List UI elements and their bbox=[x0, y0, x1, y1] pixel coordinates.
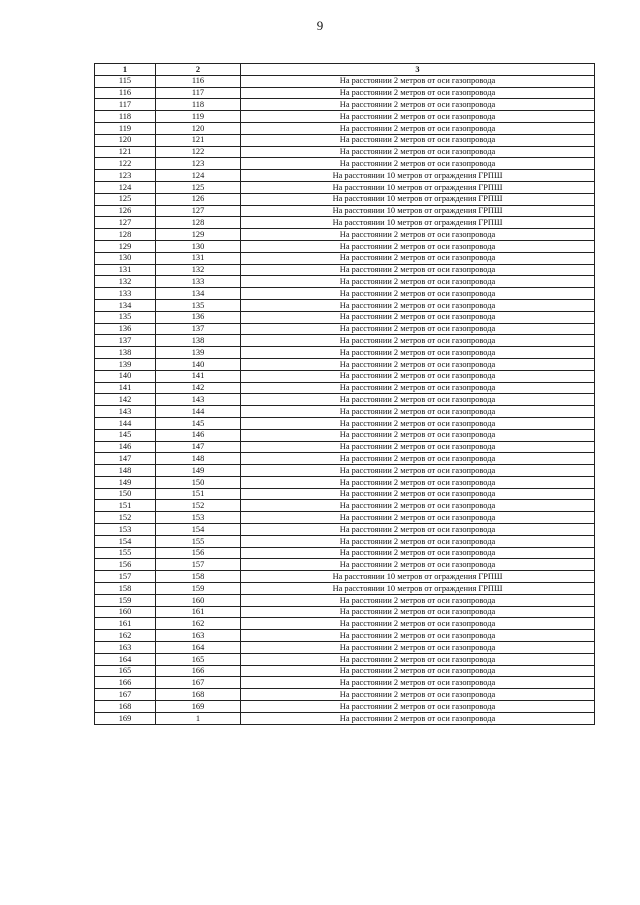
table-row bbox=[95, 547, 595, 559]
to-point-cell: 134 bbox=[156, 288, 241, 300]
table-row bbox=[95, 240, 595, 252]
description-cell: На расстоянии 10 метров от ограждения ГРПШ bbox=[241, 205, 595, 217]
to-point-cell: 149 bbox=[156, 465, 241, 477]
table-header bbox=[95, 64, 595, 76]
from-point-cell: 143 bbox=[95, 406, 156, 418]
from-point-cell: 133 bbox=[95, 288, 156, 300]
from-point-cell: 142 bbox=[95, 394, 156, 406]
from-point-cell: 124 bbox=[95, 181, 156, 193]
description-cell: На расстоянии 2 метров от оси газопровода bbox=[241, 229, 595, 241]
table-row bbox=[95, 453, 595, 465]
table-row bbox=[95, 571, 595, 583]
to-point-cell: 123 bbox=[156, 158, 241, 170]
to-point-cell: 152 bbox=[156, 500, 241, 512]
table-row bbox=[95, 134, 595, 146]
table-row bbox=[95, 618, 595, 630]
description-cell: На расстоянии 2 метров от оси газопровода bbox=[241, 335, 595, 347]
description-cell: На расстоянии 2 метров от оси газопровода bbox=[241, 594, 595, 606]
from-point-cell: 120 bbox=[95, 134, 156, 146]
from-point-cell: 161 bbox=[95, 618, 156, 630]
from-point-cell: 116 bbox=[95, 87, 156, 99]
description-cell: На расстоянии 10 метров от ограждения ГРПШ bbox=[241, 571, 595, 583]
to-point-cell: 166 bbox=[156, 665, 241, 677]
description-cell: На расстоянии 2 метров от оси газопровода bbox=[241, 701, 595, 713]
from-point-cell: 162 bbox=[95, 630, 156, 642]
from-point-cell: 145 bbox=[95, 429, 156, 441]
description-cell: На расстоянии 2 метров от оси газопровода bbox=[241, 689, 595, 701]
description-cell: На расстоянии 2 метров от оси газопровода bbox=[241, 252, 595, 264]
description-cell: На расстоянии 2 метров от оси газопровода bbox=[241, 87, 595, 99]
to-point-cell: 1 bbox=[156, 712, 241, 724]
description-cell: На расстоянии 2 метров от оси газопровода bbox=[241, 299, 595, 311]
to-point-cell: 128 bbox=[156, 217, 241, 229]
to-point-cell: 151 bbox=[156, 488, 241, 500]
to-point-cell: 122 bbox=[156, 146, 241, 158]
from-point-cell: 118 bbox=[95, 111, 156, 123]
table-row bbox=[95, 264, 595, 276]
from-point-cell: 135 bbox=[95, 311, 156, 323]
to-point-cell: 168 bbox=[156, 689, 241, 701]
description-cell: На расстоянии 2 метров от оси газопровода bbox=[241, 382, 595, 394]
from-point-cell: 144 bbox=[95, 417, 156, 429]
to-point-cell: 140 bbox=[156, 358, 241, 370]
to-point-cell: 135 bbox=[156, 299, 241, 311]
from-point-cell: 117 bbox=[95, 99, 156, 111]
table-row bbox=[95, 441, 595, 453]
table-row bbox=[95, 465, 595, 477]
description-cell: На расстоянии 2 метров от оси газопровода bbox=[241, 146, 595, 158]
to-point-cell: 120 bbox=[156, 122, 241, 134]
to-point-cell: 125 bbox=[156, 181, 241, 193]
table-row bbox=[95, 193, 595, 205]
description-cell: На расстоянии 2 метров от оси газопровода bbox=[241, 535, 595, 547]
table-row bbox=[95, 370, 595, 382]
description-cell: На расстоянии 2 метров от оси газопровода bbox=[241, 453, 595, 465]
from-point-cell: 151 bbox=[95, 500, 156, 512]
from-point-cell: 149 bbox=[95, 476, 156, 488]
table-row bbox=[95, 394, 595, 406]
table-row bbox=[95, 99, 595, 111]
to-point-cell: 132 bbox=[156, 264, 241, 276]
table-row bbox=[95, 429, 595, 441]
from-point-cell: 141 bbox=[95, 382, 156, 394]
from-point-cell: 121 bbox=[95, 146, 156, 158]
to-point-cell: 142 bbox=[156, 382, 241, 394]
from-point-cell: 146 bbox=[95, 441, 156, 453]
table-row bbox=[95, 689, 595, 701]
from-point-cell: 154 bbox=[95, 535, 156, 547]
table-row bbox=[95, 642, 595, 654]
description-cell: На расстоянии 2 метров от оси газопровода bbox=[241, 417, 595, 429]
header-row bbox=[95, 64, 595, 76]
description-cell: На расстоянии 2 метров от оси газопровода bbox=[241, 441, 595, 453]
to-point-cell: 137 bbox=[156, 323, 241, 335]
table-row bbox=[95, 417, 595, 429]
from-point-cell: 156 bbox=[95, 559, 156, 571]
to-point-cell: 150 bbox=[156, 476, 241, 488]
table-row bbox=[95, 382, 595, 394]
description-cell: На расстоянии 2 метров от оси газопровода bbox=[241, 500, 595, 512]
from-point-cell: 140 bbox=[95, 370, 156, 382]
description-cell: На расстоянии 2 метров от оси газопровода bbox=[241, 559, 595, 571]
from-point-cell: 166 bbox=[95, 677, 156, 689]
to-point-cell: 147 bbox=[156, 441, 241, 453]
to-point-cell: 133 bbox=[156, 276, 241, 288]
description-cell: На расстоянии 2 метров от оси газопровода bbox=[241, 642, 595, 654]
description-cell: На расстоянии 2 метров от оси газопровода bbox=[241, 630, 595, 642]
to-point-cell: 130 bbox=[156, 240, 241, 252]
from-point-cell: 150 bbox=[95, 488, 156, 500]
from-point-cell: 155 bbox=[95, 547, 156, 559]
table-row bbox=[95, 347, 595, 359]
table-row bbox=[95, 476, 595, 488]
to-point-cell: 126 bbox=[156, 193, 241, 205]
description-cell: На расстоянии 2 метров от оси газопровода bbox=[241, 524, 595, 536]
from-point-cell: 137 bbox=[95, 335, 156, 347]
description-cell: На расстоянии 2 метров от оси газопровода bbox=[241, 406, 595, 418]
to-point-cell: 160 bbox=[156, 594, 241, 606]
to-point-cell: 155 bbox=[156, 535, 241, 547]
description-cell: На расстоянии 2 метров от оси газопровода bbox=[241, 677, 595, 689]
from-point-cell: 132 bbox=[95, 276, 156, 288]
to-point-cell: 167 bbox=[156, 677, 241, 689]
to-point-cell: 148 bbox=[156, 453, 241, 465]
to-point-cell: 118 bbox=[156, 99, 241, 111]
to-point-cell: 129 bbox=[156, 229, 241, 241]
description-cell: На расстоянии 10 метров от ограждения ГРПШ bbox=[241, 181, 595, 193]
description-cell: На расстоянии 2 метров от оси газопровода bbox=[241, 606, 595, 618]
table-row bbox=[95, 583, 595, 595]
table-row bbox=[95, 406, 595, 418]
from-point-cell: 122 bbox=[95, 158, 156, 170]
table-row bbox=[95, 594, 595, 606]
table-row bbox=[95, 122, 595, 134]
description-cell: На расстоянии 2 метров от оси газопровода bbox=[241, 465, 595, 477]
description-cell: На расстоянии 2 метров от оси газопровода bbox=[241, 512, 595, 524]
table-row bbox=[95, 653, 595, 665]
to-point-cell: 159 bbox=[156, 583, 241, 595]
description-cell: На расстоянии 2 метров от оси газопровода bbox=[241, 665, 595, 677]
from-point-cell: 123 bbox=[95, 170, 156, 182]
table-row bbox=[95, 488, 595, 500]
to-point-cell: 136 bbox=[156, 311, 241, 323]
description-cell: На расстоянии 2 метров от оси газопровода bbox=[241, 476, 595, 488]
from-point-cell: 153 bbox=[95, 524, 156, 536]
description-cell: На расстоянии 2 метров от оси газопровода bbox=[241, 429, 595, 441]
table-row bbox=[95, 323, 595, 335]
to-point-cell: 131 bbox=[156, 252, 241, 264]
description-cell: На расстоянии 2 метров от оси газопровода bbox=[241, 122, 595, 134]
page-number: 9 bbox=[316, 18, 324, 33]
header-cell-2: 2 bbox=[156, 64, 241, 76]
table-row bbox=[95, 276, 595, 288]
from-point-cell: 115 bbox=[95, 75, 156, 87]
from-point-cell: 128 bbox=[95, 229, 156, 241]
description-cell: На расстоянии 2 метров от оси газопровода bbox=[241, 158, 595, 170]
description-cell: На расстоянии 2 метров от оси газопровода bbox=[241, 311, 595, 323]
description-cell: На расстоянии 2 метров от оси газопровода bbox=[241, 618, 595, 630]
description-cell: На расстоянии 2 метров от оси газопровода bbox=[241, 547, 595, 559]
table-row bbox=[95, 701, 595, 713]
table-row bbox=[95, 87, 595, 99]
description-cell: На расстоянии 10 метров от ограждения ГРПШ bbox=[241, 170, 595, 182]
table-row bbox=[95, 111, 595, 123]
table-row bbox=[95, 158, 595, 170]
from-point-cell: 136 bbox=[95, 323, 156, 335]
to-point-cell: 146 bbox=[156, 429, 241, 441]
to-point-cell: 121 bbox=[156, 134, 241, 146]
to-point-cell: 139 bbox=[156, 347, 241, 359]
table-row bbox=[95, 535, 595, 547]
to-point-cell: 162 bbox=[156, 618, 241, 630]
table-row bbox=[95, 358, 595, 370]
description-cell: На расстоянии 2 метров от оси газопровода bbox=[241, 488, 595, 500]
to-point-cell: 161 bbox=[156, 606, 241, 618]
to-point-cell: 116 bbox=[156, 75, 241, 87]
from-point-cell: 160 bbox=[95, 606, 156, 618]
from-point-cell: 164 bbox=[95, 653, 156, 665]
table-row bbox=[95, 630, 595, 642]
to-point-cell: 157 bbox=[156, 559, 241, 571]
table-row bbox=[95, 606, 595, 618]
to-point-cell: 169 bbox=[156, 701, 241, 713]
description-cell: На расстоянии 2 метров от оси газопровода bbox=[241, 288, 595, 300]
table-row bbox=[95, 181, 595, 193]
description-cell: На расстоянии 2 метров от оси газопровода bbox=[241, 264, 595, 276]
table-row bbox=[95, 217, 595, 229]
from-point-cell: 138 bbox=[95, 347, 156, 359]
to-point-cell: 127 bbox=[156, 205, 241, 217]
description-cell: На расстоянии 2 метров от оси газопровода bbox=[241, 370, 595, 382]
description-cell: На расстоянии 2 метров от оси газопровода bbox=[241, 134, 595, 146]
description-cell: На расстоянии 2 метров от оси газопровода bbox=[241, 276, 595, 288]
from-point-cell: 127 bbox=[95, 217, 156, 229]
from-point-cell: 119 bbox=[95, 122, 156, 134]
table-row bbox=[95, 559, 595, 571]
description-cell: На расстоянии 10 метров от ограждения ГРПШ bbox=[241, 583, 595, 595]
to-point-cell: 158 bbox=[156, 571, 241, 583]
table-body bbox=[95, 75, 595, 724]
from-point-cell: 157 bbox=[95, 571, 156, 583]
description-cell: На расстоянии 2 метров от оси газопровода bbox=[241, 358, 595, 370]
from-point-cell: 130 bbox=[95, 252, 156, 264]
table-row bbox=[95, 512, 595, 524]
from-point-cell: 165 bbox=[95, 665, 156, 677]
description-cell: На расстоянии 2 метров от оси газопровода bbox=[241, 653, 595, 665]
table-row bbox=[95, 311, 595, 323]
description-cell: На расстоянии 2 метров от оси газопровода bbox=[241, 712, 595, 724]
from-point-cell: 159 bbox=[95, 594, 156, 606]
header-cell-3: 3 bbox=[241, 64, 595, 76]
to-point-cell: 144 bbox=[156, 406, 241, 418]
table-row bbox=[95, 229, 595, 241]
from-point-cell: 163 bbox=[95, 642, 156, 654]
to-point-cell: 124 bbox=[156, 170, 241, 182]
from-point-cell: 169 bbox=[95, 712, 156, 724]
from-point-cell: 147 bbox=[95, 453, 156, 465]
table-row bbox=[95, 170, 595, 182]
to-point-cell: 165 bbox=[156, 653, 241, 665]
description-cell: На расстоянии 2 метров от оси газопровода bbox=[241, 111, 595, 123]
from-point-cell: 126 bbox=[95, 205, 156, 217]
from-point-cell: 148 bbox=[95, 465, 156, 477]
header-cell-1: 1 bbox=[95, 64, 156, 76]
to-point-cell: 141 bbox=[156, 370, 241, 382]
from-point-cell: 125 bbox=[95, 193, 156, 205]
boundary-table bbox=[94, 63, 595, 725]
to-point-cell: 143 bbox=[156, 394, 241, 406]
from-point-cell: 129 bbox=[95, 240, 156, 252]
from-point-cell: 152 bbox=[95, 512, 156, 524]
description-cell: На расстоянии 2 метров от оси газопровода bbox=[241, 347, 595, 359]
from-point-cell: 158 bbox=[95, 583, 156, 595]
from-point-cell: 131 bbox=[95, 264, 156, 276]
table-row bbox=[95, 677, 595, 689]
table-row bbox=[95, 252, 595, 264]
table-row bbox=[95, 500, 595, 512]
table-row bbox=[95, 299, 595, 311]
description-cell: На расстоянии 2 метров от оси газопровода bbox=[241, 323, 595, 335]
to-point-cell: 138 bbox=[156, 335, 241, 347]
table-row bbox=[95, 712, 595, 724]
table-row bbox=[95, 146, 595, 158]
from-point-cell: 167 bbox=[95, 689, 156, 701]
table-row bbox=[95, 524, 595, 536]
table-row bbox=[95, 205, 595, 217]
table-row bbox=[95, 335, 595, 347]
table-row bbox=[95, 665, 595, 677]
description-cell: На расстоянии 2 метров от оси газопровода bbox=[241, 394, 595, 406]
to-point-cell: 156 bbox=[156, 547, 241, 559]
to-point-cell: 164 bbox=[156, 642, 241, 654]
to-point-cell: 145 bbox=[156, 417, 241, 429]
table-row bbox=[95, 75, 595, 87]
from-point-cell: 168 bbox=[95, 701, 156, 713]
description-cell: На расстоянии 2 метров от оси газопровода bbox=[241, 75, 595, 87]
to-point-cell: 117 bbox=[156, 87, 241, 99]
to-point-cell: 153 bbox=[156, 512, 241, 524]
description-cell: На расстоянии 10 метров от ограждения ГРПШ bbox=[241, 217, 595, 229]
to-point-cell: 154 bbox=[156, 524, 241, 536]
description-cell: На расстоянии 2 метров от оси газопровода bbox=[241, 99, 595, 111]
table-row bbox=[95, 288, 595, 300]
description-cell: На расстоянии 2 метров от оси газопровода bbox=[241, 240, 595, 252]
description-cell: На расстоянии 10 метров от ограждения ГРПШ bbox=[241, 193, 595, 205]
to-point-cell: 119 bbox=[156, 111, 241, 123]
to-point-cell: 163 bbox=[156, 630, 241, 642]
from-point-cell: 134 bbox=[95, 299, 156, 311]
from-point-cell: 139 bbox=[95, 358, 156, 370]
